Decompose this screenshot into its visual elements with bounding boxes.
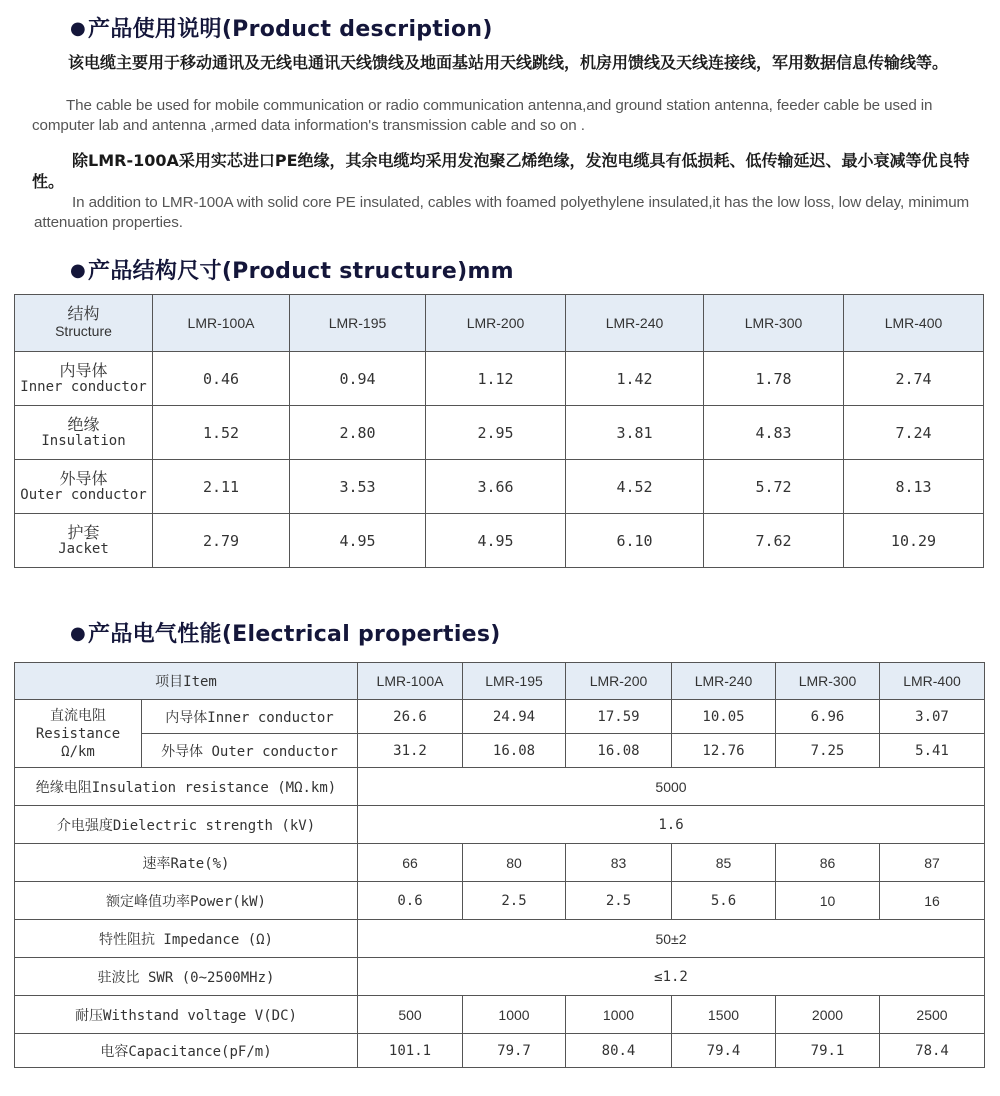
table-cell: 16.08 [566, 734, 672, 768]
column-header: LMR-300 [704, 295, 844, 352]
row-label: 特性阻抗 Impedance (Ω) [15, 920, 358, 958]
table-row [15, 352, 984, 406]
table-row [15, 768, 985, 806]
table-cell: 1.78 [704, 352, 844, 406]
table-cell: 10.29 [844, 514, 984, 568]
header-structure: 结构 Structure [15, 295, 153, 352]
table-cell: 8.13 [844, 460, 984, 514]
column-header: LMR-195 [463, 663, 566, 700]
column-header: LMR-240 [672, 663, 776, 700]
table-cell: 4.52 [566, 460, 704, 514]
table-cell: 0.94 [290, 352, 426, 406]
bullet-icon: ● [70, 623, 87, 644]
table-cell: 1500 [672, 996, 776, 1034]
section-title: 产品使用说明(Product description) [88, 17, 493, 42]
description-paragraph-cn-1: 该电缆主要用于移动通讯及无线电通讯天线馈线及地面基站用天线跳线，机房用馈线及天线连接线，军用数据信息传输线等。 [68, 53, 949, 72]
table-row [15, 882, 985, 920]
table-cell: 79.1 [776, 1034, 880, 1068]
table-cell: 0.6 [358, 882, 463, 920]
table-cell: 24.94 [463, 700, 566, 734]
table-cell: 2.79 [153, 514, 290, 568]
description-paragraph-en-2: In addition to LMR-100A with solid core PE insulated, cables with foamed polyethylene insulated,it has the low loss, low delay, minimum attenuation properties. [34, 194, 970, 231]
table-cell: 2.11 [153, 460, 290, 514]
table-row [15, 996, 985, 1034]
section-title: 产品结构尺寸(Product structure)mm [88, 259, 514, 284]
section-heading-product-structure [70, 254, 514, 285]
table-row [15, 1034, 985, 1068]
table-cell: 86 [776, 844, 880, 882]
table-row [15, 734, 985, 768]
row-label: 护套 Jacket [15, 514, 153, 568]
column-header: LMR-240 [566, 295, 704, 352]
column-header: LMR-100A [153, 295, 290, 352]
row-label: 外导体 Outer conductor [15, 460, 153, 514]
bullet-icon: ● [70, 18, 87, 39]
table-cell: 4.95 [426, 514, 566, 568]
table-cell: 66 [358, 844, 463, 882]
table-cell: 3.53 [290, 460, 426, 514]
table-cell: 78.4 [880, 1034, 985, 1068]
table-cell: 2.5 [463, 882, 566, 920]
table-cell: 10 [776, 882, 880, 920]
table-cell: 7.62 [704, 514, 844, 568]
table-cell: 2.5 [566, 882, 672, 920]
table-cell: 79.7 [463, 1034, 566, 1068]
column-header: LMR-300 [776, 663, 880, 700]
resistance-label-cn: 直流电阻 [50, 707, 106, 724]
table-cell: 26.6 [358, 700, 463, 734]
header-item: 项目Item [15, 663, 358, 700]
column-header: LMR-400 [880, 663, 985, 700]
description-paragraph-en-1: The cable be used for mobile communication or radio communication antenna,and ground station antenna, feeder cable be used in computer lab and antenna ,armed data information's transmission cable and so on . [32, 97, 933, 134]
table-cell: 7.24 [844, 406, 984, 460]
table-cell: 4.83 [704, 406, 844, 460]
table-cell: 1.6 [358, 806, 985, 844]
table-cell: 101.1 [358, 1034, 463, 1068]
table-cell: 50±2 [358, 920, 985, 958]
resistance-label-en: Resistance [35, 725, 121, 742]
table-cell: 31.2 [358, 734, 463, 768]
table-cell: 6.96 [776, 700, 880, 734]
table-row [15, 806, 985, 844]
table-cell: 1.52 [153, 406, 290, 460]
column-header: LMR-195 [290, 295, 426, 352]
row-label: 耐压Withstand voltage V(DC) [15, 996, 358, 1034]
table-cell: 0.46 [153, 352, 290, 406]
table-cell: 1000 [463, 996, 566, 1034]
table-cell: 2.74 [844, 352, 984, 406]
table-cell: 2000 [776, 996, 880, 1034]
section-heading-product-description [70, 12, 493, 43]
resistance-label-unit: Ω/km [61, 743, 95, 760]
table-row [15, 958, 985, 996]
table-cell: 6.10 [566, 514, 704, 568]
table-cell: 80.4 [566, 1034, 672, 1068]
description-paragraph-cn-2: 除LMR-100A采用实芯进口PE绝缘，其余电缆均采用发泡聚乙烯绝缘，发泡电缆具有低损耗、低传输延迟、最小衰减等优良特性。 [32, 151, 970, 191]
row-label: 外导体 Outer conductor [142, 734, 358, 768]
column-header: LMR-200 [566, 663, 672, 700]
table-header-row [15, 663, 985, 700]
table-cell: 3.07 [880, 700, 985, 734]
table-cell: 4.95 [290, 514, 426, 568]
table-cell: 10.05 [672, 700, 776, 734]
row-label: 额定峰值功率Power(kW) [15, 882, 358, 920]
row-label: 内导体Inner conductor [142, 700, 358, 734]
table-row [15, 920, 985, 958]
table-cell: 5.41 [880, 734, 985, 768]
table-cell: 500 [358, 996, 463, 1034]
row-label: 介电强度Dielectric strength (kV) [15, 806, 358, 844]
table-cell: 1.12 [426, 352, 566, 406]
table-row [15, 514, 984, 568]
resistance-label [15, 700, 142, 768]
structure-table [14, 294, 984, 568]
section-title: 产品电气性能(Electrical properties) [88, 622, 501, 647]
table-cell: 2.80 [290, 406, 426, 460]
column-header: LMR-400 [844, 295, 984, 352]
column-header: LMR-200 [426, 295, 566, 352]
row-label: 速率Rate(%) [15, 844, 358, 882]
row-label: 驻波比 SWR (0~2500MHz) [15, 958, 358, 996]
section-heading-electrical-properties [70, 617, 501, 648]
bullet-icon: ● [70, 260, 87, 281]
table-cell: 5000 [358, 768, 985, 806]
table-cell: 7.25 [776, 734, 880, 768]
column-header: LMR-100A [358, 663, 463, 700]
table-cell: 2500 [880, 996, 985, 1034]
electrical-table [14, 662, 985, 1068]
row-label: 绝缘 Insulation [15, 406, 153, 460]
table-cell: 79.4 [672, 1034, 776, 1068]
table-cell: 3.66 [426, 460, 566, 514]
table-cell: 17.59 [566, 700, 672, 734]
row-label: 内导体 Inner conductor [15, 352, 153, 406]
table-cell: 12.76 [672, 734, 776, 768]
row-label: 电容Capacitance(pF/m) [15, 1034, 358, 1068]
table-header-row [15, 295, 984, 352]
table-cell: 85 [672, 844, 776, 882]
table-cell: 87 [880, 844, 985, 882]
table-cell: 1.42 [566, 352, 704, 406]
table-cell: 3.81 [566, 406, 704, 460]
table-cell: 16 [880, 882, 985, 920]
table-row [15, 844, 985, 882]
table-cell: 1000 [566, 996, 672, 1034]
table-row [15, 700, 985, 734]
table-cell: 80 [463, 844, 566, 882]
table-cell: 16.08 [463, 734, 566, 768]
table-cell: 2.95 [426, 406, 566, 460]
table-cell: 5.6 [672, 882, 776, 920]
row-label: 绝缘电阻Insulation resistance (MΩ.km) [15, 768, 358, 806]
table-row [15, 406, 984, 460]
table-cell: 83 [566, 844, 672, 882]
table-cell: ≤1.2 [358, 958, 985, 996]
table-row [15, 460, 984, 514]
table-cell: 5.72 [704, 460, 844, 514]
